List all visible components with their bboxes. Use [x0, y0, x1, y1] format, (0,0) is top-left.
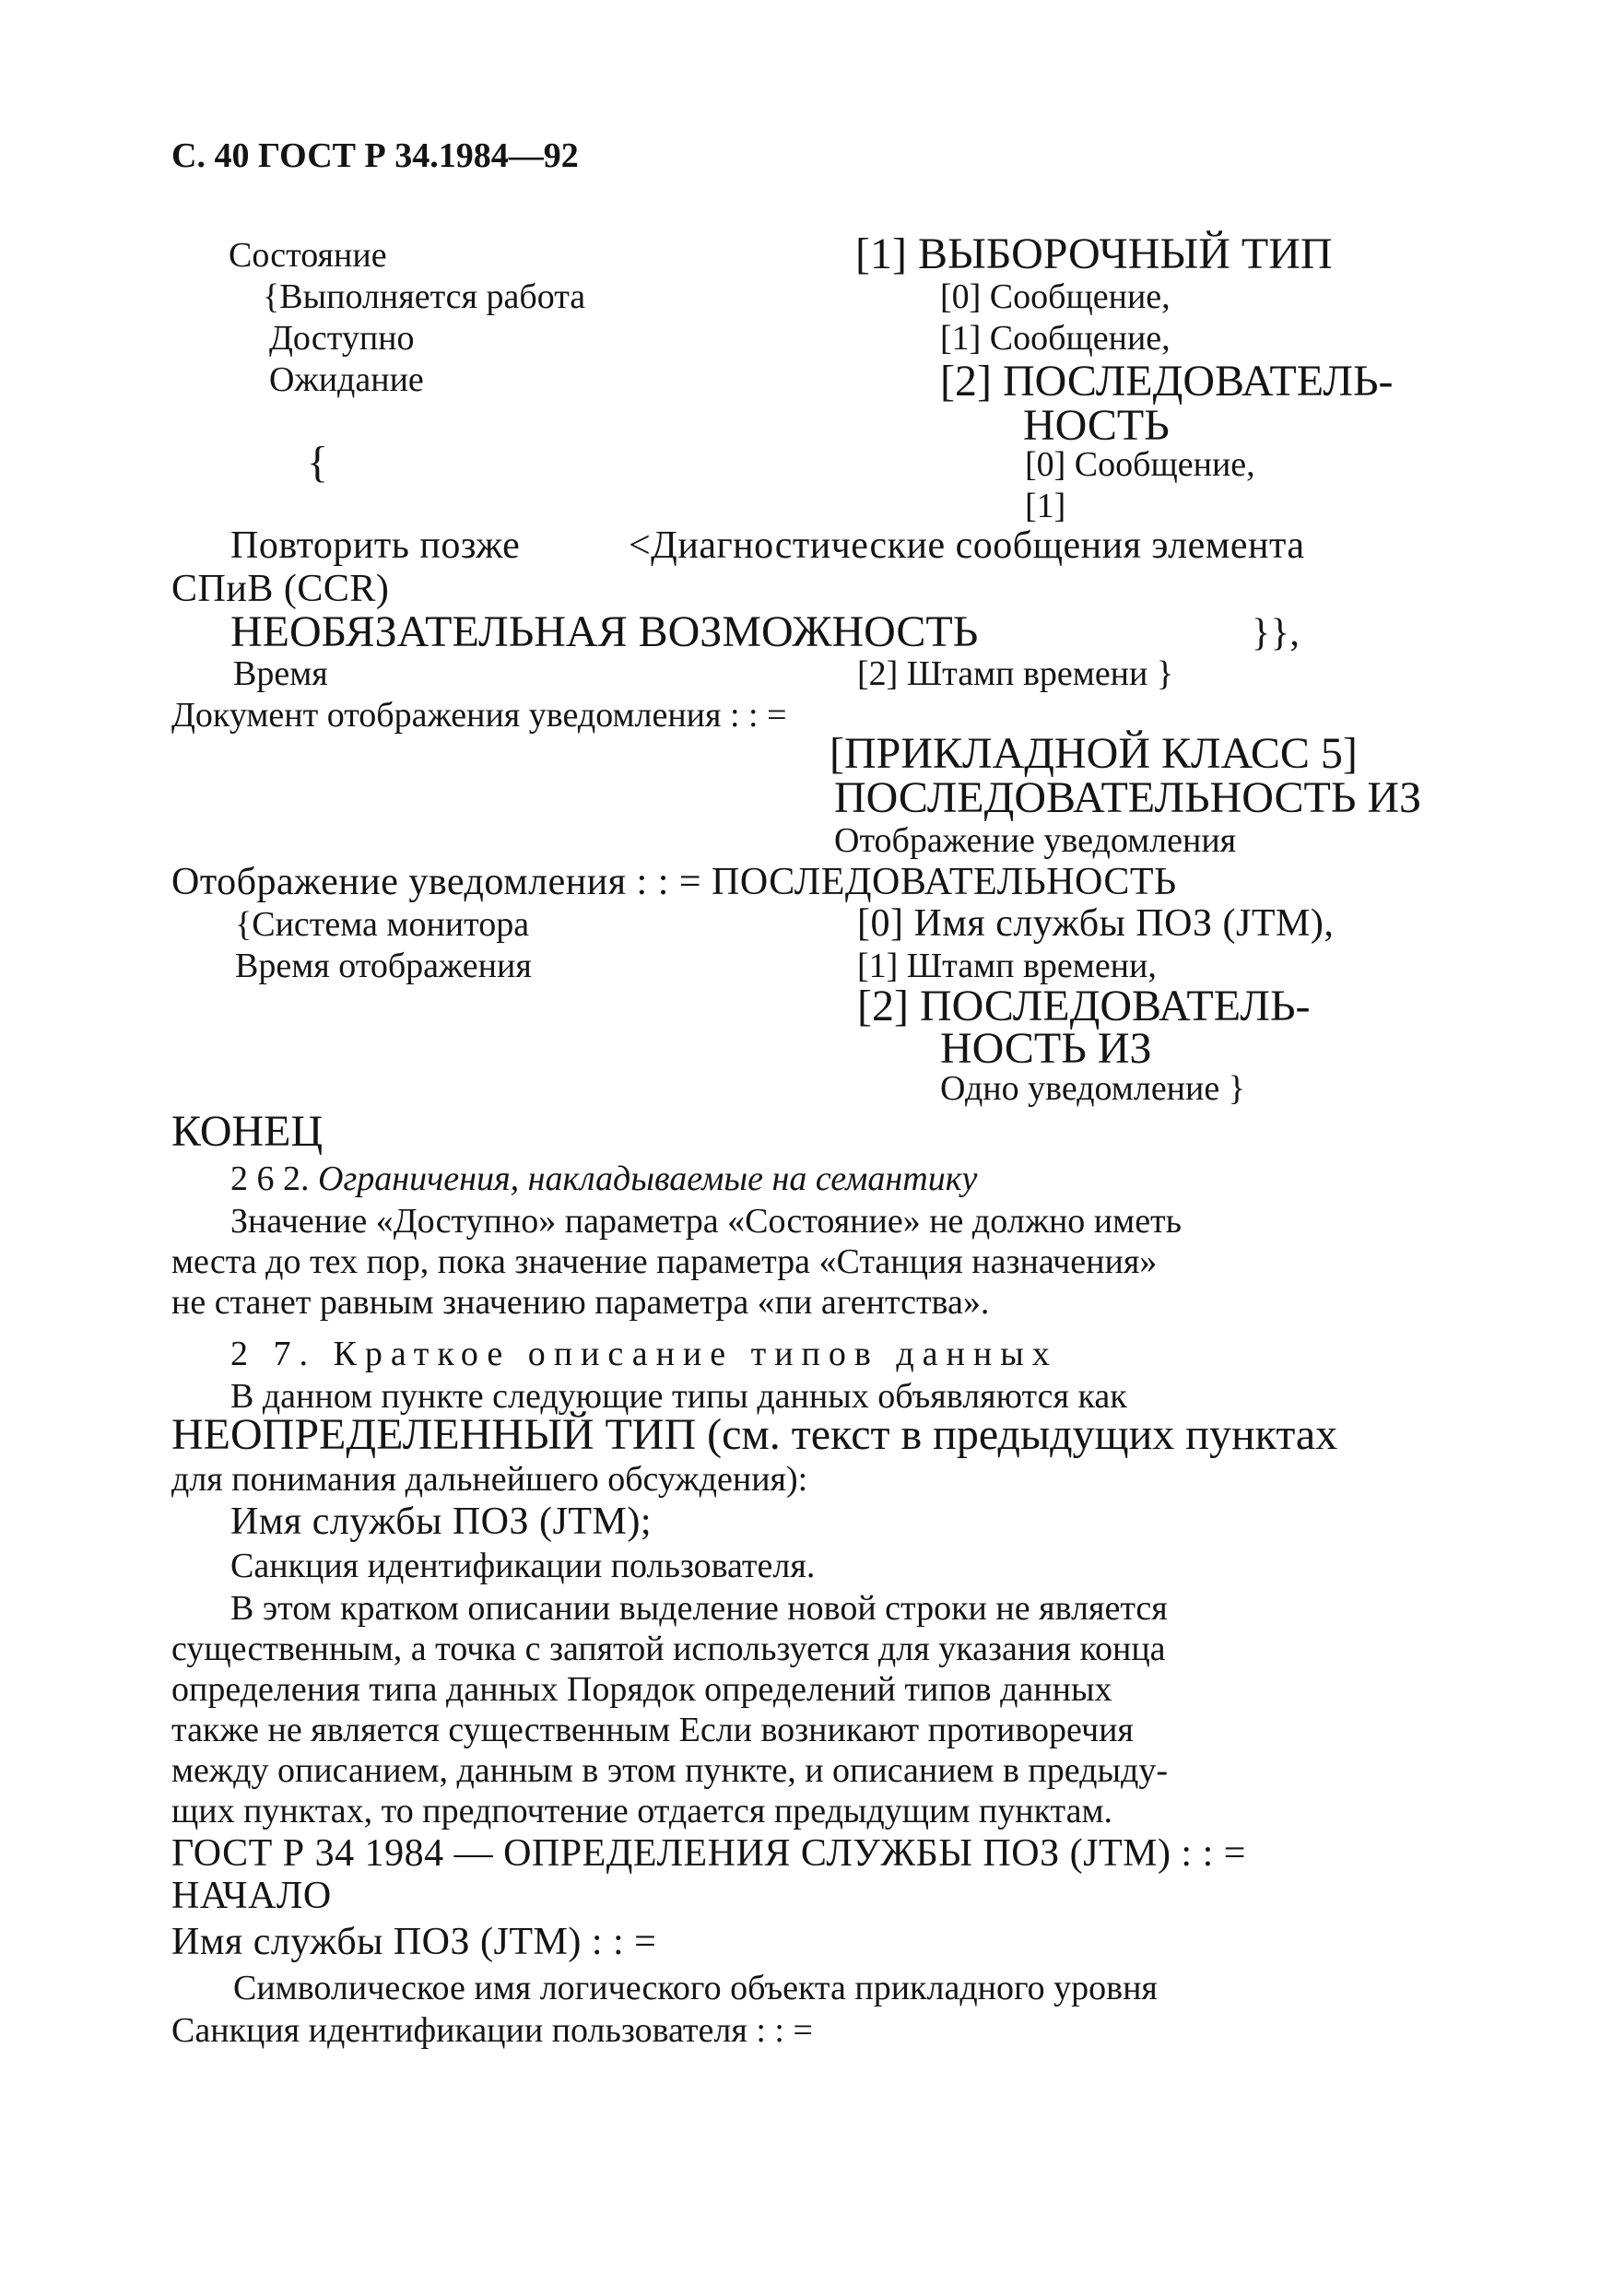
section-262-number: 2 6 2.: [230, 1159, 310, 1198]
section-262-line-1: места до тех пор, пока значение параметра «Станция назначения»: [171, 1242, 1158, 1281]
repeat-later: Повторить позже: [230, 524, 521, 567]
block1-left-3: Ожидание: [269, 360, 424, 399]
block1-left-0: Состояние: [229, 236, 387, 275]
time-stamp: [2] Штамп времени }: [857, 654, 1174, 693]
block3-right-4: Одно уведомление }: [940, 1069, 1245, 1108]
curly-brace: {: [307, 438, 329, 487]
block1-right-5: [0] Сообщение,: [1025, 445, 1255, 484]
begin-keyword: НАЧАЛО: [171, 1875, 332, 1917]
section-27-intro-3: для понимания дальнейшего обсуждения):: [171, 1460, 808, 1499]
section-27-intro-2: НЕОПРЕДЕЛЕННЫЙ ТИП (см. текст в предыдущих пунктах: [171, 1410, 1338, 1459]
optional-capability: НЕОБЯЗАТЕЛЬНАЯ ВОЗМОЖНОСТЬ: [230, 607, 979, 656]
optional-close: }},: [1252, 612, 1300, 654]
block3-left-0: {Система монитора: [235, 905, 530, 944]
time-label: Время: [233, 654, 328, 693]
section-27-intro-1: В данном пункте следующие типы данных объявляются как: [230, 1377, 1127, 1416]
section-27-para-1: существенным, а точка с запятой используется для указания конца: [171, 1630, 1166, 1668]
block1-right-2: [1] Сообщение,: [940, 319, 1171, 358]
diagnostic-messages: <Диагностические сообщения элемента: [629, 524, 1305, 567]
block3-right-3: НОСТЬ ИЗ: [940, 1024, 1152, 1073]
section-27-para-2: определения типа данных Порядок определений типов данных: [171, 1670, 1112, 1709]
section-27-heading: 2 7. Краткое описание типов данных: [230, 1335, 1058, 1373]
block3-right-1: [1] Штамп времени,: [857, 947, 1157, 985]
block1-right-3: [2] ПОСЛЕДОВАТЕЛЬ-: [940, 357, 1394, 406]
sequence-of: ПОСЛЕДОВАТЕЛЬНОСТЬ ИЗ: [834, 773, 1422, 822]
jtm-name-definition: Имя службы ПОЗ (JTM) : : =: [171, 1921, 657, 1963]
block1-right-0: [1] ВЫБОРОЧНЫЙ ТИП: [855, 230, 1333, 278]
block3-right-2: [2] ПОСЛЕДОВАТЕЛЬ-: [857, 982, 1311, 1030]
block1-left-2: Доступно: [269, 319, 415, 358]
notice-display-def: Отображение уведомления : : = ПОСЛЕДОВАТЕЛЬНОСТЬ: [171, 861, 1177, 903]
section-262-heading: [230, 1161, 977, 1196]
display-notice: Отображение уведомления: [834, 821, 1237, 860]
section-27-item-0: Имя службы ПОЗ (JTM);: [230, 1501, 653, 1543]
block1-right-1: [0] Сообщение,: [940, 277, 1171, 316]
block3-right-0: [0] Имя службы ПОЗ (JTM),: [857, 902, 1335, 945]
block1-right-4: НОСТЬ: [1023, 401, 1170, 450]
page-header: С. 40 ГОСТ Р 34.1984—92: [171, 136, 579, 175]
block3-left-1: Время отображения: [235, 947, 532, 985]
spiv-ccr: СПиВ (CCR): [171, 568, 390, 610]
end-keyword: КОНЕЦ: [171, 1107, 324, 1156]
section-27-para-0: В этом кратком описании выделение новой строки не является: [230, 1589, 1168, 1628]
symbolic-name: Символическое имя логического объекта прикладного уровня: [233, 1969, 1158, 2007]
section-262-line-2: не станет равным значению параметра «пи агентства».: [171, 1283, 990, 1322]
gost-definition: ГОСТ Р 34 1984 — ОПРЕДЕЛЕНИЯ СЛУЖБЫ ПОЗ (JTM) : : =: [171, 1832, 1246, 1875]
section-27-para-3: также не является существенным Если возникают противоречия: [171, 1711, 1134, 1749]
sanction-definition: Санкция идентификации пользователя : : =: [171, 2011, 813, 2050]
section-27-para-4: между описанием, данным в этом пункте, и описанием в предыду-: [171, 1751, 1168, 1790]
block1-right-6: [1]: [1025, 487, 1066, 525]
doc-definition: Документ отображения уведомления : : =: [171, 696, 787, 735]
section-27-item-1: Санкция идентификации пользователя.: [230, 1547, 816, 1585]
section-262-line-0: Значение «Доступно» параметра «Состояние» не должно иметь: [230, 1202, 1182, 1241]
section-27-para-5: щих пунктах, то предпочтение отдается предыдущим пунктам.: [171, 1792, 1113, 1830]
block1-left-1: {Выполняется работа: [263, 277, 586, 316]
section-262-title: Ограничения, накладываемые на семантику: [318, 1159, 978, 1198]
app-class: [ПРИКЛАДНОЙ КЛАСС 5]: [830, 729, 1358, 778]
